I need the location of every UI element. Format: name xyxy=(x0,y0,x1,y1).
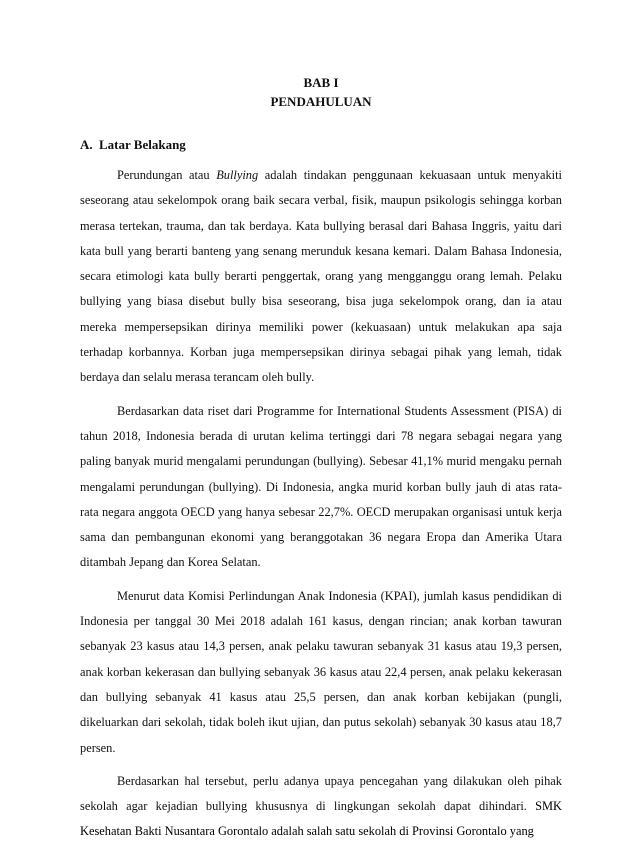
paragraph-4 xyxy=(80,769,562,845)
section-heading xyxy=(80,136,562,154)
paragraph-4-school-sentence: SMK Kesehatan Bakti Nusantara Gorontalo adalah salah satu sekolah di Provinsi Gorontalo yang xyxy=(80,799,562,839)
paragraph-1-lead: Perundungan atau xyxy=(117,168,217,182)
section-title: Latar Belakang xyxy=(99,137,186,152)
paragraph-1 xyxy=(80,163,562,391)
chapter-number: BAB I xyxy=(303,75,339,90)
section-number: A. xyxy=(80,137,93,152)
paragraph-2: Berdasarkan data riset dari Programme for International Students Assessment (PISA) di tahun 2018, Indonesia berada di urutan kelima tertinggi dari 78 negara sebagai negara yang paling banyak murid mengalami perundungan (bullying). Sebesar 41,1% murid mengaku pernah mengalami perundungan (bullying). Di Indonesia, angka murid korban bully jauh di atas rata-rata negara anggota OECD yang hanya sebesar 22,7%. OECD merupakan organisasi untuk kerja sama dan pembangunan ekonomi yang beranggotakan 36 negara Eropa dan Amerika Utara ditambah Jepang dan Korea Selatan. xyxy=(80,403,562,570)
paragraph-3: Menurut data Komisi Perlindungan Anak Indonesia (KPAI), jumlah kasus pendidikan di Indonesia per tanggal 30 Mei 2018 adalah 161 kasus, dengan rincian; anak korban tawuran sebanyak 23 kasus atau 14,3 persen, anak pelaku tawuran sebanyak 31 kasus atau 19,3 persen, anak korban kekerasan dan bullying sebanyak 36 kasus atau 22,4 persen, anak pelaku kekerasan dan bullying sebanyak 41 kasus atau 25,5 persen, dan anak korban kebijakan (pungli, dikeluarkan dari sekolah, tidak boleh ikut ujian, dan putus sekolah) sebanyak 30 kasus atau 18,7 persen. xyxy=(80,588,562,755)
paragraph-1-rest: adalah tindakan penggunaan kekuasaan untuk menyakiti seseorang atau sekelompok orang baik secara verbal, fisik, maupun psikologis sehingga korban merasa tertekan, trauma, dan tak berdaya. Kata bullying berasal dari Bahasa Inggris, yaitu dari kata bull yang berarti banteng yang senang merunduk kesana kemari. Dalam Bahasa Indonesia, secara etimologi kata bully berarti penggertak, orang yang mengganggu orang lemah. Pelaku bullying yang biasa disebut bully bisa seseorang, bisa juga sekelompok orang, dan ia atau mereka mempersepsikan dirinya memiliki power (kekuasaan) untuk melakukan apa saja terhadap korbannya. Korban juga mempersepsikan dirinya sebagai pihak yang lemah, tidak berdaya dan selalu merasa terancam oleh bully. xyxy=(80,168,563,385)
paragraph-1-italic-term: Bullying xyxy=(216,168,259,182)
chapter-title: PENDAHULUAN xyxy=(270,94,372,109)
paragraph-4-lead: Berdasarkan hal tersebut, perlu adanya upaya pencegahan yang dilakukan oleh pihak sekolah agar kejadian bullying khususnya di lingkungan sekolah dapat dihindari. xyxy=(80,773,562,814)
